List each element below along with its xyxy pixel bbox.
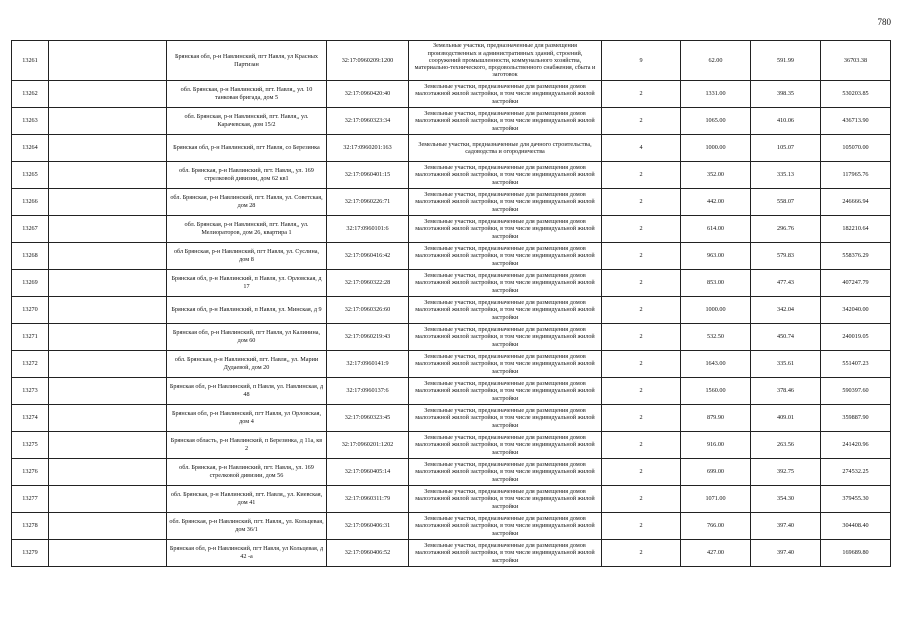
land-purpose: Земельные участки, предназначенные для размещения домов малоэтажной жилой застройки, в том числе индивидуальной жилой застройки bbox=[409, 81, 602, 108]
table-row bbox=[12, 216, 891, 243]
area: 1331.00 bbox=[681, 81, 751, 108]
land-purpose: Земельные участки, предназначенные для размещения домов малоэтажной жилой застройки, в том числе индивидуальной жилой застройки bbox=[409, 162, 602, 189]
address: Брянская обл, р-н Навлинский, п Навля, ул. Орловская, д 17 bbox=[167, 270, 327, 297]
cadastral-value: 379455.30 bbox=[821, 486, 891, 513]
land-purpose: Земельные участки, предназначенные для дачного строительства, садоводства и огородничества bbox=[409, 135, 602, 162]
row-number: 13278 bbox=[12, 513, 49, 540]
row-number: 13262 bbox=[12, 81, 49, 108]
address: Брянская обл, р-н Навлинский, пгт Навля, ул Кольцевая, д 42 -а bbox=[167, 540, 327, 567]
cadastral-number: 32:17:0960416:42 bbox=[327, 243, 409, 270]
land-purpose: Земельные участки, предназначенные для размещения домов малоэтажной жилой застройки, в том числе индивидуальной жилой застройки bbox=[409, 432, 602, 459]
cadastral-value: 117965.76 bbox=[821, 162, 891, 189]
row-number: 13273 bbox=[12, 378, 49, 405]
area: 766.00 bbox=[681, 513, 751, 540]
land-purpose: Земельные участки, предназначенные для размещения производственных и административных зданий, строений, сооружений промышленности, коммунального хозяйства, материально-технического, продовольственного снабжения, сбыта и заготовок bbox=[409, 41, 602, 81]
spacer-cell bbox=[49, 216, 167, 243]
group-code: 2 bbox=[602, 324, 681, 351]
address: обл. Брянская, р-н Навлинский, пгт. Навля,, ул. 169 стрелковой дивизии, дом 62 кв1 bbox=[167, 162, 327, 189]
area: 879.90 bbox=[681, 405, 751, 432]
unit-price: 342.04 bbox=[751, 297, 821, 324]
cadastral-number: 32:17:0960201:163 bbox=[327, 135, 409, 162]
cadastral-value: 407247.79 bbox=[821, 270, 891, 297]
cadastral-number: 32:17:0960311:79 bbox=[327, 486, 409, 513]
spacer-cell bbox=[49, 486, 167, 513]
unit-price: 579.83 bbox=[751, 243, 821, 270]
spacer-cell bbox=[49, 432, 167, 459]
cadastral-value: 182210.64 bbox=[821, 216, 891, 243]
table-row bbox=[12, 540, 891, 567]
address: обл Брянская, р-н Навлинский, пгт Навля, ул. Суслина, дом 8 bbox=[167, 243, 327, 270]
spacer-cell bbox=[49, 513, 167, 540]
group-code: 2 bbox=[602, 81, 681, 108]
cadastral-value: 590397.60 bbox=[821, 378, 891, 405]
cadastral-value: 558376.29 bbox=[821, 243, 891, 270]
cadastral-number: 32:17:0960401:15 bbox=[327, 162, 409, 189]
table-row bbox=[12, 351, 891, 378]
group-code: 2 bbox=[602, 243, 681, 270]
spacer-cell bbox=[49, 324, 167, 351]
row-number: 13271 bbox=[12, 324, 49, 351]
spacer-cell bbox=[49, 41, 167, 81]
cadastral-value: 36703.38 bbox=[821, 41, 891, 81]
table-row bbox=[12, 41, 891, 81]
group-code: 2 bbox=[602, 351, 681, 378]
land-purpose: Земельные участки, предназначенные для размещения домов малоэтажной жилой застройки, в том числе индивидуальной жилой застройки bbox=[409, 378, 602, 405]
spacer-cell bbox=[49, 405, 167, 432]
address: Брянская область, р-н Навлинский, п Березинка, д 11а, кв 2 bbox=[167, 432, 327, 459]
table-row bbox=[12, 297, 891, 324]
unit-price: 105.07 bbox=[751, 135, 821, 162]
address: обл. Брянская, р-н Навлинский, пгт. Навля,, ул. 10 танковая бригада, дом 5 bbox=[167, 81, 327, 108]
row-number: 13268 bbox=[12, 243, 49, 270]
group-code: 2 bbox=[602, 297, 681, 324]
land-purpose: Земельные участки, предназначенные для размещения домов малоэтажной жилой застройки, в том числе индивидуальной жилой застройки bbox=[409, 270, 602, 297]
land-purpose: Земельные участки, предназначенные для размещения домов малоэтажной жилой застройки, в том числе индивидуальной жилой застройки bbox=[409, 108, 602, 135]
table-row bbox=[12, 459, 891, 486]
unit-price: 397.40 bbox=[751, 513, 821, 540]
unit-price: 558.07 bbox=[751, 189, 821, 216]
address: обл. Брянская, р-н Навлинский, пгт. Навля,, ул. Марии Дудаевой, дом 20 bbox=[167, 351, 327, 378]
unit-price: 392.75 bbox=[751, 459, 821, 486]
spacer-cell bbox=[49, 135, 167, 162]
row-number: 13270 bbox=[12, 297, 49, 324]
group-code: 2 bbox=[602, 540, 681, 567]
group-code: 2 bbox=[602, 405, 681, 432]
table-row bbox=[12, 324, 891, 351]
area: 532.50 bbox=[681, 324, 751, 351]
group-code: 9 bbox=[602, 41, 681, 81]
row-number: 13272 bbox=[12, 351, 49, 378]
group-code: 2 bbox=[602, 108, 681, 135]
group-code: 4 bbox=[602, 135, 681, 162]
address: обл. Брянская, р-н Навлинский, пгт. Навля,, ул. Карачевская, дом 15/2 bbox=[167, 108, 327, 135]
area: 427.00 bbox=[681, 540, 751, 567]
unit-price: 354.30 bbox=[751, 486, 821, 513]
area: 916.00 bbox=[681, 432, 751, 459]
group-code: 2 bbox=[602, 216, 681, 243]
cadastral-number: 32:17:0960405:14 bbox=[327, 459, 409, 486]
land-purpose: Земельные участки, предназначенные для размещения домов малоэтажной жилой застройки, в том числе индивидуальной жилой застройки bbox=[409, 324, 602, 351]
table-row bbox=[12, 243, 891, 270]
cadastral-value: 551407.23 bbox=[821, 351, 891, 378]
cadastral-value: 274532.25 bbox=[821, 459, 891, 486]
spacer-cell bbox=[49, 270, 167, 297]
unit-price: 378.46 bbox=[751, 378, 821, 405]
area: 853.00 bbox=[681, 270, 751, 297]
address: обл. Брянская, р-н Навлинский, пгт. Навля,, ул. Кольцевая, дом 36/1 bbox=[167, 513, 327, 540]
land-purpose: Земельные участки, предназначенные для размещения домов малоэтажной жилой застройки, в том числе индивидуальной жилой застройки bbox=[409, 540, 602, 567]
area: 1000.00 bbox=[681, 297, 751, 324]
table-row bbox=[12, 405, 891, 432]
unit-price: 335.13 bbox=[751, 162, 821, 189]
unit-price: 263.56 bbox=[751, 432, 821, 459]
cadastral-value: 105070.00 bbox=[821, 135, 891, 162]
row-number: 13261 bbox=[12, 41, 49, 81]
area: 1560.00 bbox=[681, 378, 751, 405]
table-row bbox=[12, 486, 891, 513]
area: 699.00 bbox=[681, 459, 751, 486]
address: обл. Брянская, р-н Навлинский, пгт. Навля,, ул. Мелиораторов, дом 26, квартира 1 bbox=[167, 216, 327, 243]
unit-price: 409.01 bbox=[751, 405, 821, 432]
cadastral-number: 32:17:0960420:40 bbox=[327, 81, 409, 108]
address: Брянская обл, р-н Навлинский, пгт Навля, ул Калинина, дом 60 bbox=[167, 324, 327, 351]
spacer-cell bbox=[49, 540, 167, 567]
table-row bbox=[12, 81, 891, 108]
row-number: 13274 bbox=[12, 405, 49, 432]
cadastral-value: 342040.00 bbox=[821, 297, 891, 324]
address: обл. Брянская, р-н Навлинский, пгт. Навля,, ул. Киевская, дом 41 bbox=[167, 486, 327, 513]
table-row bbox=[12, 270, 891, 297]
group-code: 2 bbox=[602, 459, 681, 486]
area: 614.00 bbox=[681, 216, 751, 243]
address: Брянская обл, р-н Навлинский, пгт Навля, ул Орловская, дом 4 bbox=[167, 405, 327, 432]
land-purpose: Земельные участки, предназначенные для размещения домов малоэтажной жилой застройки, в том числе индивидуальной жилой застройки bbox=[409, 189, 602, 216]
spacer-cell bbox=[49, 351, 167, 378]
land-purpose: Земельные участки, предназначенные для размещения домов малоэтажной жилой застройки, в том числе индивидуальной жилой застройки bbox=[409, 405, 602, 432]
cadastral-number: 32:17:0960322:28 bbox=[327, 270, 409, 297]
row-number: 13263 bbox=[12, 108, 49, 135]
spacer-cell bbox=[49, 378, 167, 405]
group-code: 2 bbox=[602, 162, 681, 189]
area: 1071.00 bbox=[681, 486, 751, 513]
cadastral-value: 246666.94 bbox=[821, 189, 891, 216]
cadastral-number: 32:17:0960323:34 bbox=[327, 108, 409, 135]
area: 1643.00 bbox=[681, 351, 751, 378]
cadastral-number: 32:17:0960406:52 bbox=[327, 540, 409, 567]
unit-price: 591.99 bbox=[751, 41, 821, 81]
table-row bbox=[12, 432, 891, 459]
cadastral-number: 32:17:0960209:1200 bbox=[327, 41, 409, 81]
land-registry-table bbox=[11, 40, 891, 567]
area: 1065.00 bbox=[681, 108, 751, 135]
row-number: 13276 bbox=[12, 459, 49, 486]
cadastral-value: 169689.80 bbox=[821, 540, 891, 567]
spacer-cell bbox=[49, 108, 167, 135]
unit-price: 335.61 bbox=[751, 351, 821, 378]
spacer-cell bbox=[49, 459, 167, 486]
cadastral-value: 240019.05 bbox=[821, 324, 891, 351]
land-purpose: Земельные участки, предназначенные для размещения домов малоэтажной жилой застройки, в том числе индивидуальной жилой застройки bbox=[409, 513, 602, 540]
cadastral-number: 32:17:0960141:9 bbox=[327, 351, 409, 378]
row-number: 13277 bbox=[12, 486, 49, 513]
area: 352.00 bbox=[681, 162, 751, 189]
cadastral-value: 530203.85 bbox=[821, 81, 891, 108]
unit-price: 477.43 bbox=[751, 270, 821, 297]
unit-price: 450.74 bbox=[751, 324, 821, 351]
address: обл. Брянская, р-н Навлинский, пгт. Навля, ул. Советская, дом 28 bbox=[167, 189, 327, 216]
area: 1000.00 bbox=[681, 135, 751, 162]
table-row bbox=[12, 378, 891, 405]
cadastral-number: 32:17:0960326:60 bbox=[327, 297, 409, 324]
table-row bbox=[12, 135, 891, 162]
cadastral-number: 32:17:0960323:45 bbox=[327, 405, 409, 432]
spacer-cell bbox=[49, 243, 167, 270]
unit-price: 296.76 bbox=[751, 216, 821, 243]
cadastral-value: 241420.96 bbox=[821, 432, 891, 459]
area: 442.00 bbox=[681, 189, 751, 216]
group-code: 2 bbox=[602, 378, 681, 405]
row-number: 13275 bbox=[12, 432, 49, 459]
land-purpose: Земельные участки, предназначенные для размещения домов малоэтажной жилой застройки, в том числе индивидуальной жилой застройки bbox=[409, 243, 602, 270]
land-purpose: Земельные участки, предназначенные для размещения домов малоэтажной жилой застройки, в том числе индивидуальной жилой застройки bbox=[409, 351, 602, 378]
address: обл. Брянская, р-н Навлинский, пгт. Навля,, ул. 169 стрелковой дивизии, дом 56 bbox=[167, 459, 327, 486]
cadastral-number: 32:17:0960406:31 bbox=[327, 513, 409, 540]
cadastral-value: 436713.90 bbox=[821, 108, 891, 135]
unit-price: 397.40 bbox=[751, 540, 821, 567]
land-purpose: Земельные участки, предназначенные для размещения домов малоэтажной жилой застройки, в том числе индивидуальной жилой застройки bbox=[409, 216, 602, 243]
row-number: 13266 bbox=[12, 189, 49, 216]
cadastral-value: 359887.90 bbox=[821, 405, 891, 432]
spacer-cell bbox=[49, 189, 167, 216]
group-code: 2 bbox=[602, 432, 681, 459]
table-row bbox=[12, 513, 891, 540]
row-number: 13267 bbox=[12, 216, 49, 243]
group-code: 2 bbox=[602, 486, 681, 513]
area: 62.00 bbox=[681, 41, 751, 81]
group-code: 2 bbox=[602, 189, 681, 216]
page-number: 780 bbox=[877, 17, 891, 27]
address: Брянская обл, р-н Навлинский, пгт Навля, сo Березинка bbox=[167, 135, 327, 162]
cadastral-number: 32:17:0960137:6 bbox=[327, 378, 409, 405]
unit-price: 410.06 bbox=[751, 108, 821, 135]
spacer-cell bbox=[49, 162, 167, 189]
row-number: 13265 bbox=[12, 162, 49, 189]
land-purpose: Земельные участки, предназначенные для размещения домов малоэтажной жилой застройки, в том числе индивидуальной жилой застройки bbox=[409, 486, 602, 513]
cadastral-number: 32:17:0960101:6 bbox=[327, 216, 409, 243]
land-purpose: Земельные участки, предназначенные для размещения домов малоэтажной жилой застройки, в том числе индивидуальной жилой застройки bbox=[409, 297, 602, 324]
group-code: 2 bbox=[602, 513, 681, 540]
address: Брянская обл, р-н Навлинский, п Навля, ул. Навлинская, д 48 bbox=[167, 378, 327, 405]
table-row bbox=[12, 189, 891, 216]
address: Брянская обл, р-н Навлинский, п Навля, ул. Минская, д 9 bbox=[167, 297, 327, 324]
spacer-cell bbox=[49, 297, 167, 324]
area: 963.00 bbox=[681, 243, 751, 270]
row-number: 13279 bbox=[12, 540, 49, 567]
table-row bbox=[12, 108, 891, 135]
cadastral-number: 32:17:0960201:1202 bbox=[327, 432, 409, 459]
row-number: 13264 bbox=[12, 135, 49, 162]
unit-price: 398.35 bbox=[751, 81, 821, 108]
spacer-cell bbox=[49, 81, 167, 108]
cadastral-value: 304408.40 bbox=[821, 513, 891, 540]
cadastral-number: 32:17:0960226:71 bbox=[327, 189, 409, 216]
group-code: 2 bbox=[602, 270, 681, 297]
address: Брянская обл, р-н Навлинский, пгт Навля, ул Красных Партизан bbox=[167, 41, 327, 81]
table-row bbox=[12, 162, 891, 189]
cadastral-number: 32:17:0960219:43 bbox=[327, 324, 409, 351]
row-number: 13269 bbox=[12, 270, 49, 297]
land-purpose: Земельные участки, предназначенные для размещения домов малоэтажной жилой застройки, в том числе индивидуальной жилой застройки bbox=[409, 459, 602, 486]
